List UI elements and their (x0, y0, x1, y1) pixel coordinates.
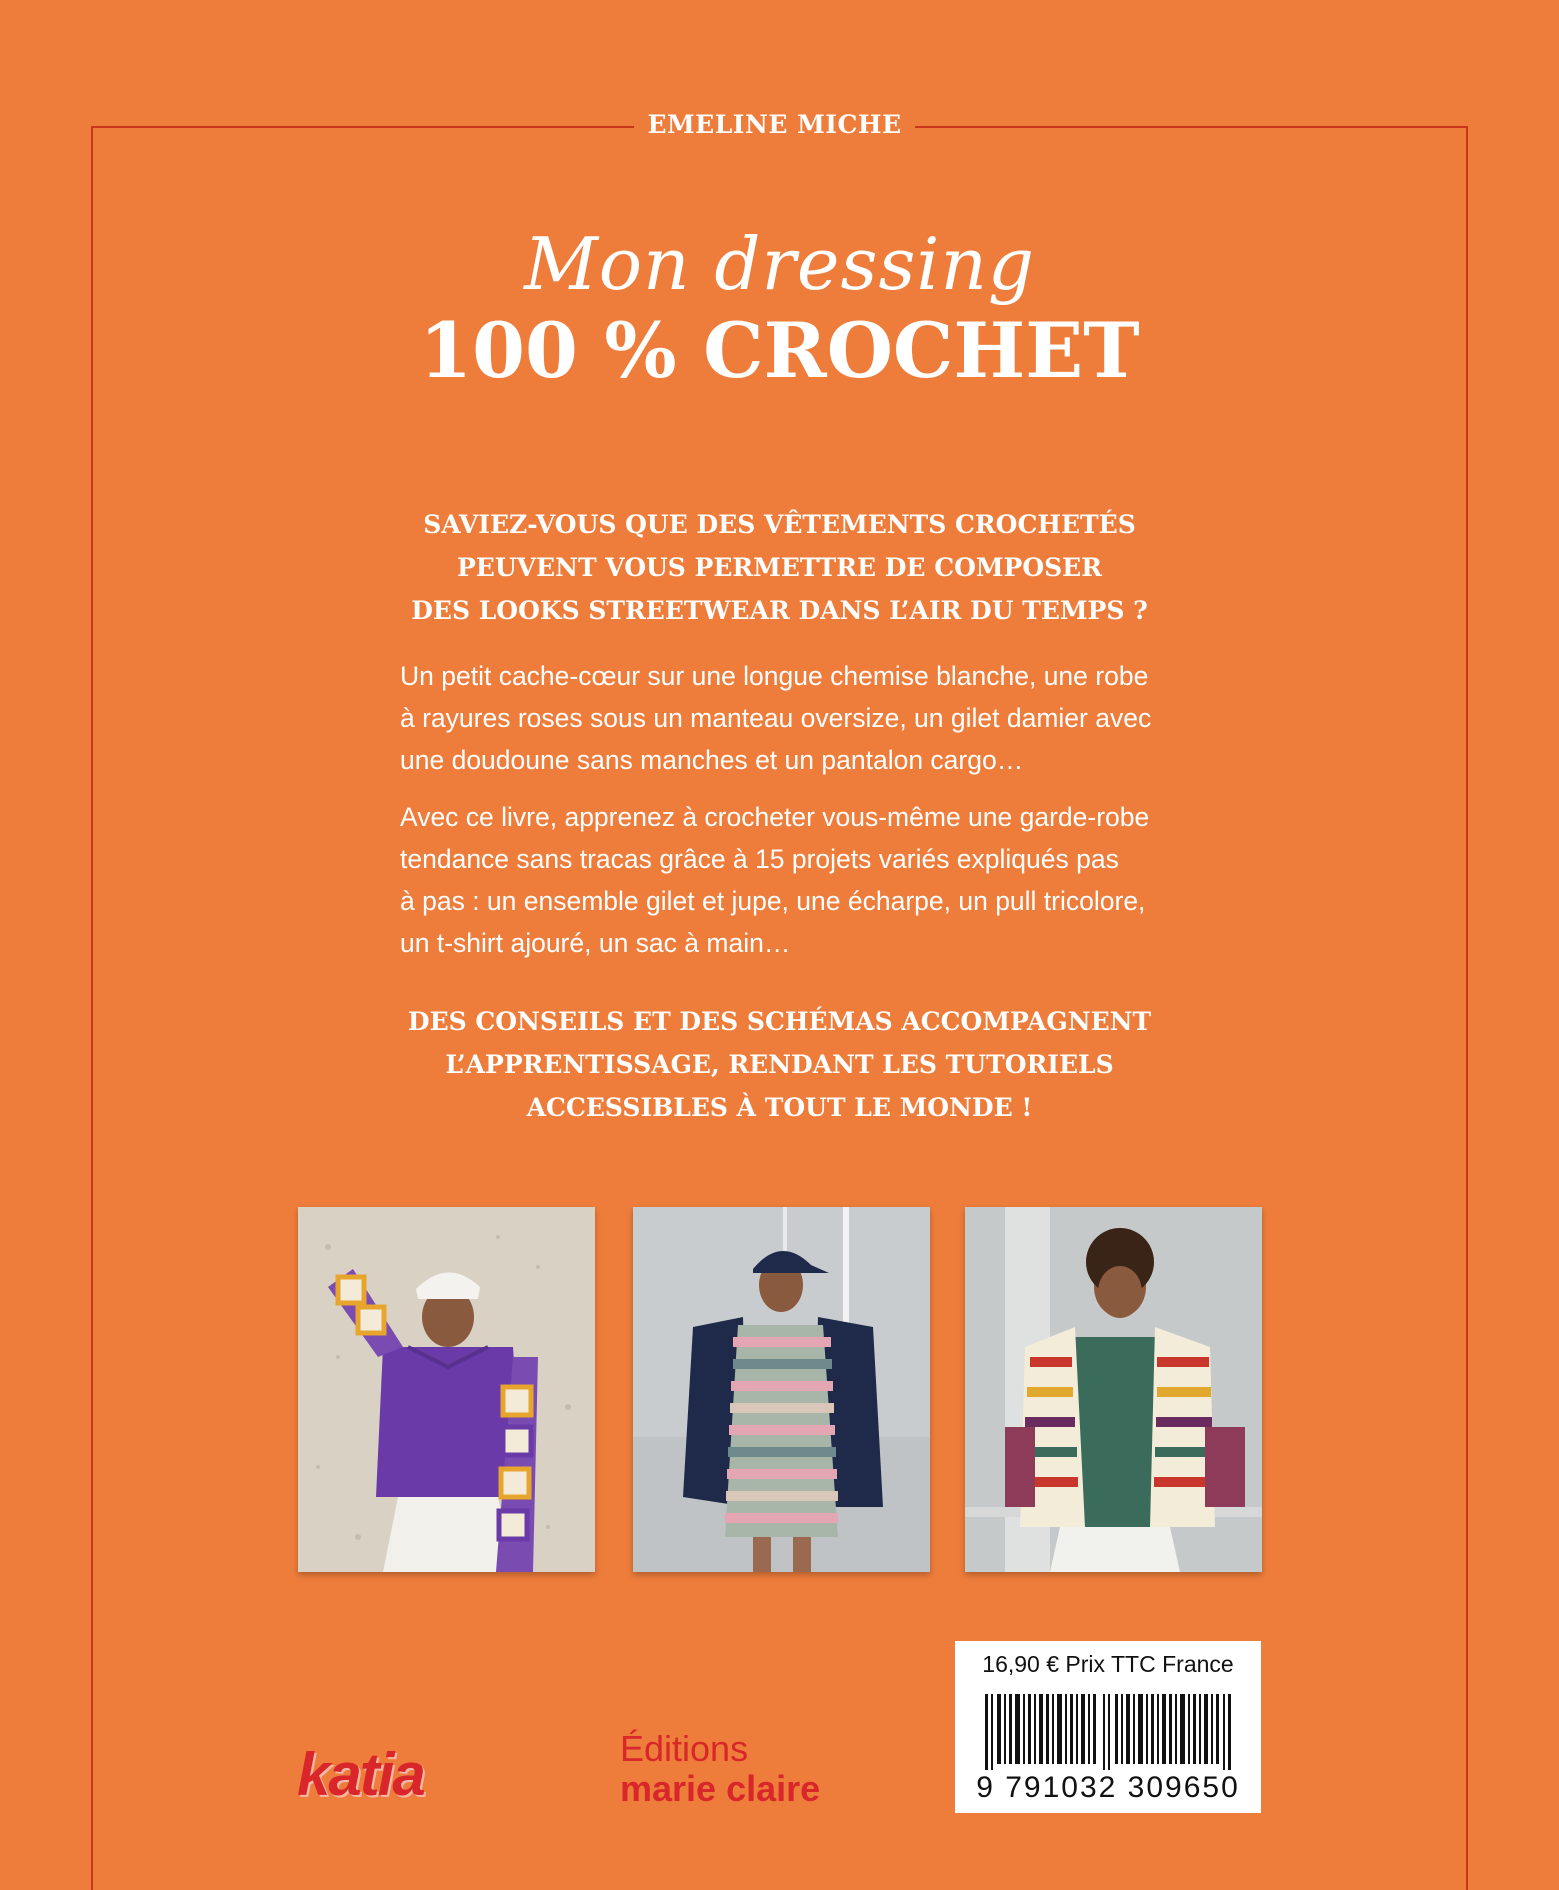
outro-heading (300, 1000, 1259, 1129)
intro-line: PEUVENT VOUS PERMETTRE DE COMPOSER (456, 553, 1103, 582)
paragraph-line: à pas : un ensemble gilet et jupe, une écharpe, un pull tricolore, (400, 886, 1146, 916)
paragraph-line: une doudoune sans manches et un pantalon cargo… (400, 745, 1024, 775)
photo-purple-sweater (298, 1207, 595, 1572)
isbn-number: 9 791032 309650 (976, 1771, 1240, 1804)
paragraph-line: Avec ce livre, apprenez à crocheter vous-même une garde-robe (400, 802, 1150, 832)
paragraph-1 (400, 655, 1200, 781)
intro-line: SAVIEZ-VOUS QUE DES VÊTEMENTS CROCHETÉS (423, 510, 1136, 539)
intro-heading (300, 503, 1259, 632)
paragraph-line: tendance sans tracas grâce à 15 projets variés expliqués pas (400, 844, 1119, 874)
paragraph-line: à rayures roses sous un manteau oversize, un gilet damier avec (400, 703, 1152, 733)
title-main: 100 % CROCHET (419, 306, 1140, 395)
intro-line: DES LOOKS STREETWEAR DANS L’AIR DU TEMPS ? (411, 596, 1148, 625)
photo-granny-cardigan (965, 1207, 1262, 1572)
katia-logo: katia (297, 1741, 424, 1808)
barcode (985, 1694, 1231, 1770)
outro-line: DES CONSEILS ET DES SCHÉMAS ACCOMPAGNENT (407, 1007, 1152, 1036)
photo-striped-dress (633, 1207, 930, 1572)
publisher-logo-marie-claire: marie claire (620, 1768, 821, 1809)
title-script: Mon dressing (524, 222, 1035, 306)
paragraph-2 (400, 796, 1200, 964)
paragraph-line: Un petit cache-cœur sur une longue chemise blanche, une robe (400, 661, 1149, 691)
price-barcode-box (955, 1641, 1261, 1813)
price-label: 16,90 € Prix TTC France (982, 1651, 1234, 1677)
author-name: EMELINE MICHE (647, 110, 902, 139)
paragraph-line: un t-shirt ajouré, un sac à main… (400, 928, 791, 958)
outro-line: ACCESSIBLES À TOUT LE MONDE ! (526, 1093, 1033, 1122)
frame-line-top-right (915, 126, 1468, 128)
frame-line-top-left (91, 126, 634, 128)
publisher-logo-editions: Éditions (620, 1728, 749, 1769)
outro-line: L’APPRENTISSAGE, RENDANT LES TUTORIELS (445, 1050, 1114, 1079)
